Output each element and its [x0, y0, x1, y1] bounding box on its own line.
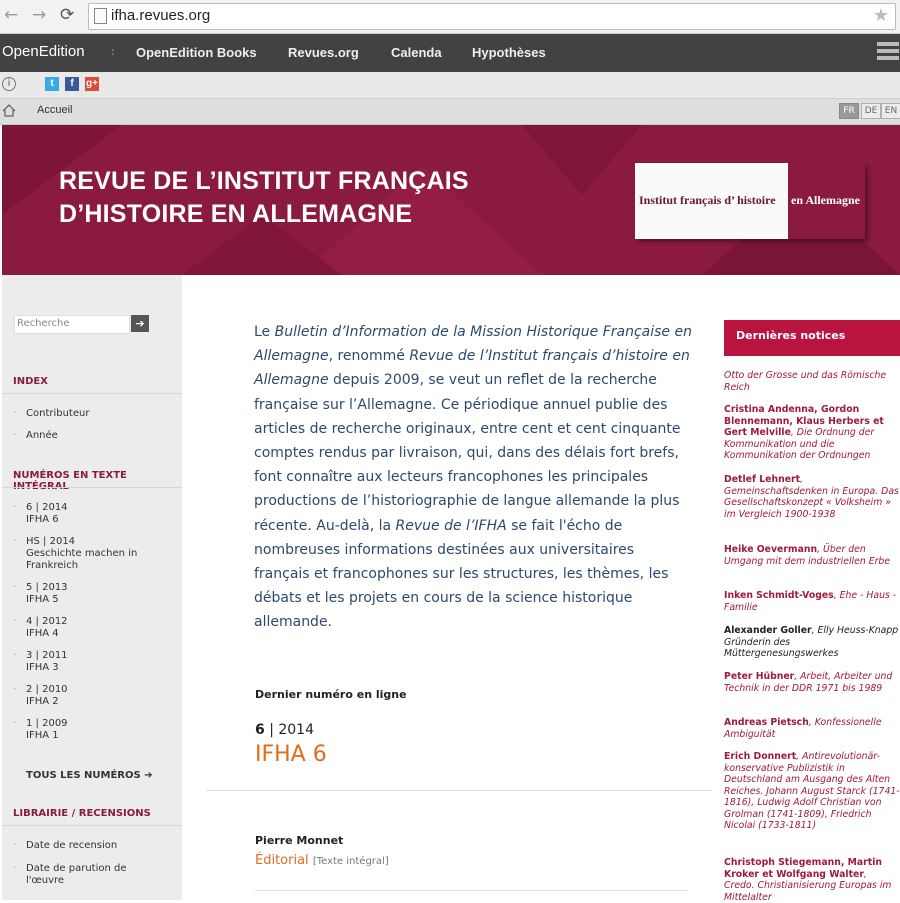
- back-arrow-icon[interactable]: ←: [4, 5, 19, 25]
- notice-item[interactable]: Heike Oevermann, Über den Umgang mit dem industriellen Erbe: [724, 544, 891, 567]
- latest-issue-heading: Dernier numéro en ligne: [255, 688, 407, 701]
- page-icon: [94, 8, 107, 24]
- notice-item[interactable]: Cristina Andenna, Gordon Blennemann, Klaus Herbers et Gert Melville, Die Ordnung der Kommunikation und die Kommunikation der Ordnungen: [724, 404, 884, 461]
- librairie-heading: LIBRAIRIE / RECENSIONS: [13, 808, 151, 819]
- notice-item[interactable]: Detlef Lehnert, Gemeinschaftsdenken in Europa. Das Gesellschaftskonzept « Volksheim » im Vergleich 1900-1938: [724, 474, 899, 520]
- google-plus-icon[interactable]: g+: [86, 78, 98, 89]
- link-calenda[interactable]: Calenda: [391, 45, 442, 60]
- browser-toolbar: [0, 0, 900, 34]
- link-revues-org[interactable]: Revues.org: [288, 45, 359, 60]
- divider: [255, 890, 687, 891]
- institute-logo[interactable]: Institut français d’ histoire en Allemagne: [635, 163, 865, 239]
- latest-notices-heading: Dernières notices: [724, 320, 900, 356]
- latest-issue-title[interactable]: IFHA 6: [255, 742, 327, 767]
- journal-banner: [2, 125, 900, 275]
- divider: [206, 790, 712, 791]
- info-icon[interactable]: i: [2, 77, 16, 91]
- numeros-heading: NUMÉROS EN TEXTE: [13, 470, 127, 481]
- facebook-icon[interactable]: f: [65, 77, 79, 91]
- notice-item[interactable]: Inken Schmidt-Voges, Ehe - Haus - Familie: [724, 590, 897, 613]
- notice-item[interactable]: Alexander Goller, Elly Heuss-Knapp Gründerin des Müttergenesungswerkes: [724, 625, 899, 659]
- lang-fr[interactable]: FR: [839, 103, 859, 119]
- notice-item[interactable]: Erich Donnert, Antirevolutionär-konservative Publizistik in Deutschland am Ausgang des Alten Reiches. Johann August Starck (1741-1816), Ludwig Adolf Christian von Grolman (1741-1809), Friedrich Nicolai (1733-1811): [724, 751, 900, 831]
- journal-description: Le Bulletin d’Information de la Mission Historique Française en Allemagne, renommé Revue de l’Institut français d’histoire en Allemagne depuis 2009, se veut un reflet de la recherche française sur l’Allemagne. Ce périodique annuel publie des articles de recherche originaux, entre cent et cent cinquante comptes rendus par livraison, qui, dans des délais fort brefs, font connaître aux lecteurs francophones les principales productions de l’historiographie de langue allemande la plus récente. Au-delà, la Revue de l’IFHA se fait l'écho de nombreuses informations destinées aux universitaires français et francophones sur les structures, les thèmes, les débats et les projets en cours de la science historique allemande.: [254, 324, 692, 631]
- notice-item[interactable]: Peter Hübner, Arbeit, Arbeiter und Technik in der DDR 1971 bis 1989: [724, 671, 893, 694]
- breadcrumb-home[interactable]: Accueil: [37, 104, 73, 116]
- all-issues-link[interactable]: TOUS LES NUMÉROS ➔: [26, 770, 153, 781]
- forward-arrow-icon[interactable]: →: [32, 5, 47, 25]
- lang-de[interactable]: DE: [861, 103, 881, 119]
- latest-issue-number[interactable]: 6 | 2014: [255, 722, 314, 738]
- bookmark-star-icon[interactable]: ★: [872, 5, 889, 26]
- twitter-icon[interactable]: t: [45, 77, 59, 91]
- openedition-bar: [0, 34, 900, 72]
- menu-icon[interactable]: [877, 42, 899, 64]
- breadcrumb: [0, 99, 900, 125]
- lang-en[interactable]: EN: [881, 103, 900, 119]
- index-heading: INDEX: [13, 376, 48, 387]
- sidebar: Recherche ➔ INDEX · Contributeur · Année NUMÉROS EN TEXTE · 6 | 2014 IFHA 6 · HS | 2014 Geschichte machen in Frankreich · 5 | 2013 IFHA 5 · 4 | 2012 IFHA 4 · 3 | 2011 IFHA 3 · 2 | 2010 IFHA 2 · 1 | 2009 IFHA 1 TOUS LES NUMÉROS ➔ LIBRAIRIE / RECENSIONS · Date de recension · Date de parution de l'œuvre: [2, 275, 182, 900]
- notice-item[interactable]: Andreas Pietsch, Konfessionelle Ambiguität: [724, 717, 882, 740]
- article-author[interactable]: Pierre Monnet: [255, 834, 344, 847]
- search-submit-button[interactable]: ➔: [131, 315, 149, 332]
- journal-title[interactable]: REVUE DE L’INSTITUT FRANÇAIS D’HISTOIRE EN ALLEMAGNE: [59, 167, 469, 228]
- article-title[interactable]: Éditorial [Texte intégral]: [255, 853, 389, 868]
- notice-item[interactable]: Otto der Grosse und das Römische Reich: [724, 370, 887, 393]
- full-text-link[interactable]: [Texte intégral]: [312, 856, 389, 867]
- home-icon[interactable]: [2, 104, 16, 117]
- reload-icon[interactable]: ⟳: [60, 5, 75, 25]
- separator: :: [111, 45, 115, 58]
- link-hypotheses[interactable]: Hypothèses: [472, 45, 546, 60]
- url-text[interactable]: ifha.revues.org: [111, 7, 211, 24]
- notice-item[interactable]: Christoph Stiegemann, Martin Kroker et Wolfgang Walter, Credo. Christianisierung Europas im Mittelalter: [724, 857, 892, 903]
- address-bar[interactable]: [88, 3, 896, 30]
- link-openedition-books[interactable]: OpenEdition Books: [136, 45, 257, 60]
- search-input[interactable]: Recherche: [14, 315, 130, 334]
- social-bar: [0, 72, 900, 99]
- openedition-logo[interactable]: OpenEdition: [2, 43, 85, 60]
